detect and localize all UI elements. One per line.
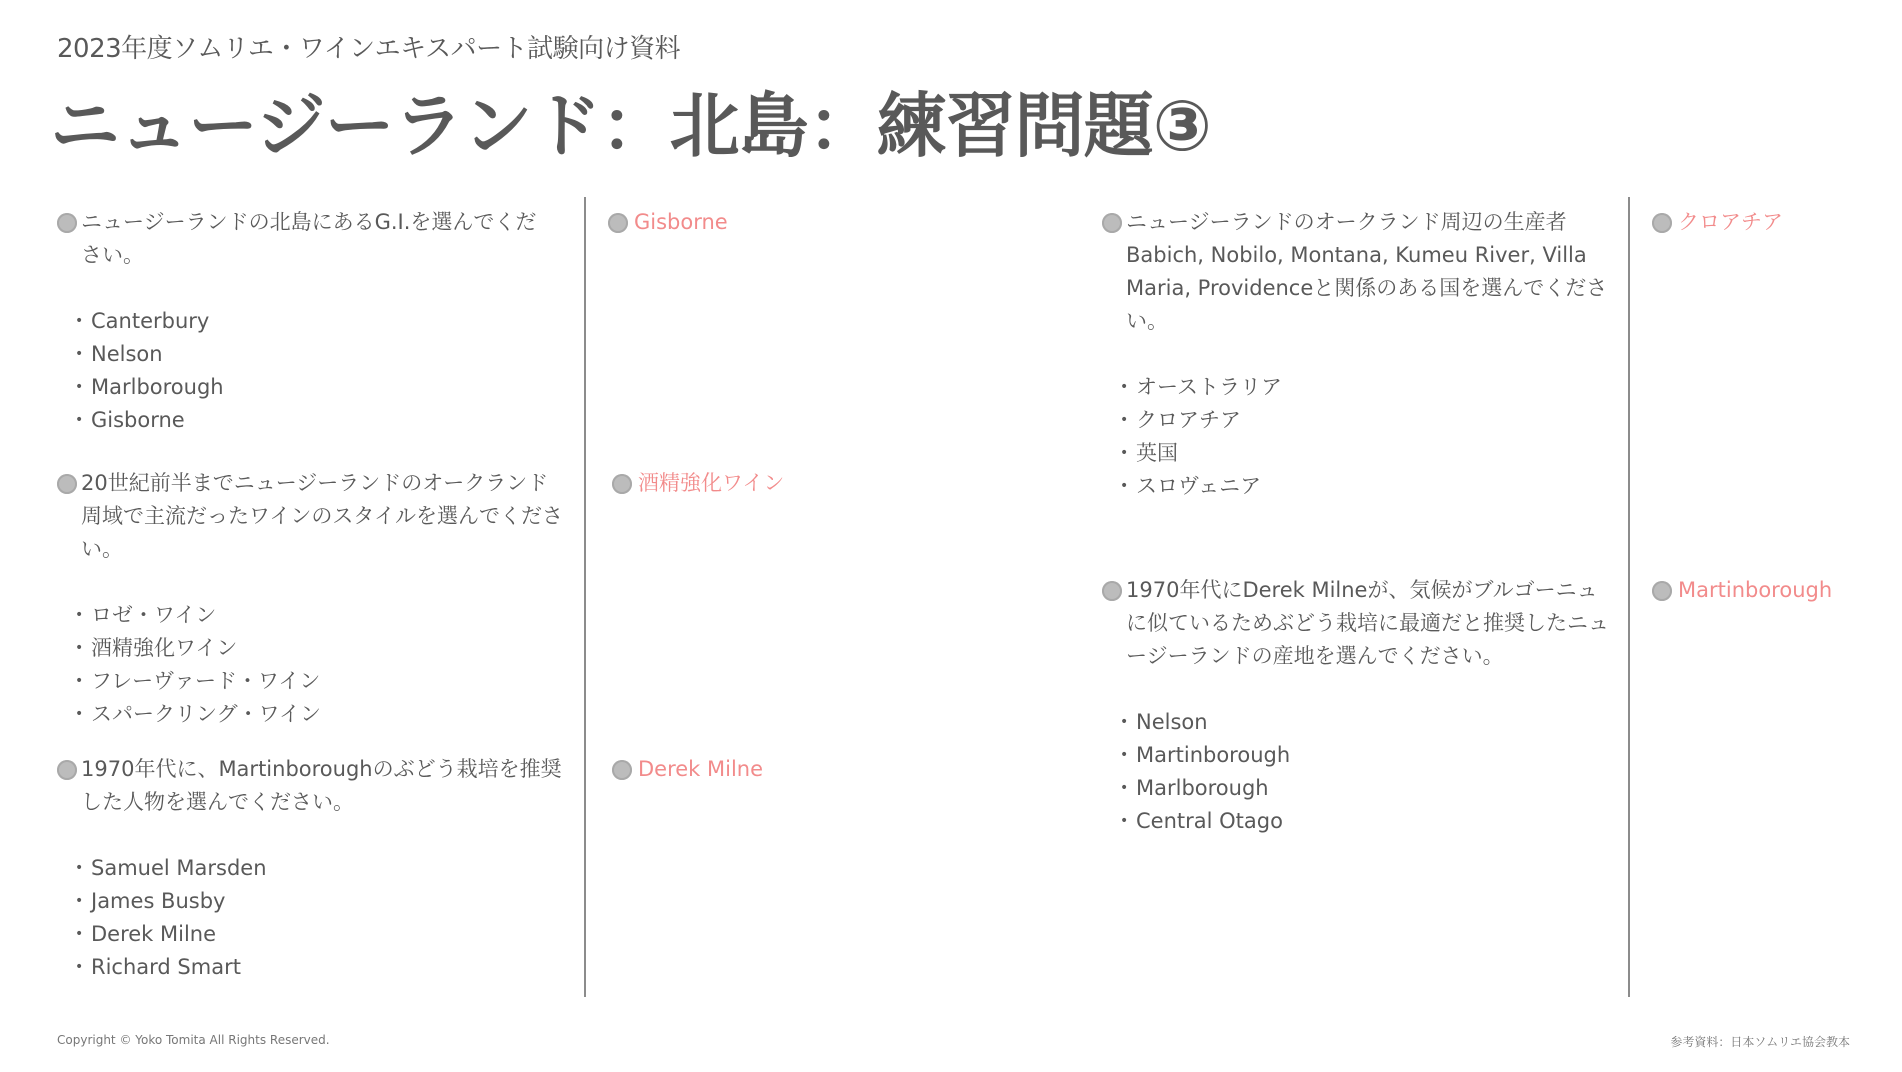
option-item: • Nelson (75, 338, 557, 371)
question-1-text (57, 206, 557, 272)
copyright-text: Copyright © Yoko Tomita All Rights Reserved. (57, 1033, 330, 1047)
option-item: • クロアチア (1120, 404, 1612, 437)
question-1-options (75, 305, 557, 437)
option-item: • 英国 (1120, 437, 1612, 470)
question-2 (57, 467, 567, 731)
question-3-text (57, 753, 567, 819)
answer-text: 酒精強化ワイン (638, 471, 785, 495)
option-item: • Central Otago (1120, 805, 1617, 838)
option-item: • 酒精強化ワイン (75, 632, 567, 665)
option-item: • Canterbury (75, 305, 557, 338)
question-1 (57, 206, 557, 437)
question-text-label: 1970年代に、Martinboroughのぶどう栽培を推奨した人物を選んでください。 (81, 757, 562, 814)
question-bullet-icon (57, 474, 77, 494)
answer-text: Martinborough (1678, 578, 1833, 602)
page-title: ニュージーランド：北島：練習問題③ (50, 85, 1211, 167)
option-item: • スパークリング・ワイン (75, 698, 567, 731)
column-divider-left (584, 197, 586, 997)
question-bullet-icon (1102, 581, 1122, 601)
option-item: • オーストラリア (1120, 371, 1612, 404)
question-text-label: ニュージーランドの北島にあるG.I.を選んでください。 (81, 210, 537, 267)
page-subtitle: 2023年度ソムリエ・ワインエキスパート試験向け資料 (57, 34, 681, 64)
option-item: • Gisborne (75, 404, 557, 437)
question-bullet-icon (57, 213, 77, 233)
question-2-text (57, 467, 567, 566)
answer-4 (1652, 206, 1783, 239)
answer-bullet-icon (1652, 213, 1672, 233)
answer-5 (1652, 574, 1832, 607)
answer-text: Gisborne (634, 210, 728, 234)
question-3-options (75, 852, 567, 984)
answer-text: Derek Milne (638, 757, 764, 781)
question-text-label: 20世紀前半までニュージーランドのオークランド周域で主流だったワインのスタイルを選んでください。 (81, 471, 563, 561)
question-5 (1102, 574, 1617, 838)
reference-text: 参考資料：日本ソムリエ協会教本 (1670, 1035, 1850, 1049)
option-item: • Marlborough (1120, 772, 1617, 805)
option-item: • Richard Smart (75, 951, 567, 984)
answer-3 (612, 753, 763, 786)
question-bullet-icon (57, 760, 77, 780)
answer-bullet-icon (1652, 581, 1672, 601)
answer-text: クロアチア (1678, 210, 1783, 234)
question-2-options (75, 599, 567, 731)
option-item: • James Busby (75, 885, 567, 918)
option-item: • Samuel Marsden (75, 852, 567, 885)
option-item: • Derek Milne (75, 918, 567, 951)
answer-2 (612, 467, 784, 500)
question-4-options (1120, 371, 1612, 503)
question-text-label: 1970年代にDerek Milneが、気候がブルゴーニュに似ているためぶどう栽培に最適だと推奨したニュージーランドの産地を選んでください。 (1126, 578, 1609, 668)
question-bullet-icon (1102, 213, 1122, 233)
option-item: • Marlborough (75, 371, 557, 404)
question-4 (1102, 206, 1612, 503)
option-item: • フレーヴァード・ワイン (75, 665, 567, 698)
option-item: • Martinborough (1120, 739, 1617, 772)
answer-bullet-icon (612, 760, 632, 780)
answer-1 (608, 206, 728, 239)
option-item: • Nelson (1120, 706, 1617, 739)
question-5-options (1120, 706, 1617, 838)
option-item: • スロヴェニア (1120, 470, 1612, 503)
question-4-text (1102, 206, 1612, 338)
question-text-label: ニュージーランドのオークランド周辺の生産者Babich, Nobilo, Montana, Kumeu River, Villa Maria, Providenceと関係のある国を選んでください。 (1126, 210, 1608, 333)
answer-bullet-icon (612, 474, 632, 494)
option-item: • ロゼ・ワイン (75, 599, 567, 632)
question-3 (57, 753, 567, 984)
question-5-text (1102, 574, 1617, 673)
answer-bullet-icon (608, 213, 628, 233)
column-divider-right (1628, 197, 1630, 997)
